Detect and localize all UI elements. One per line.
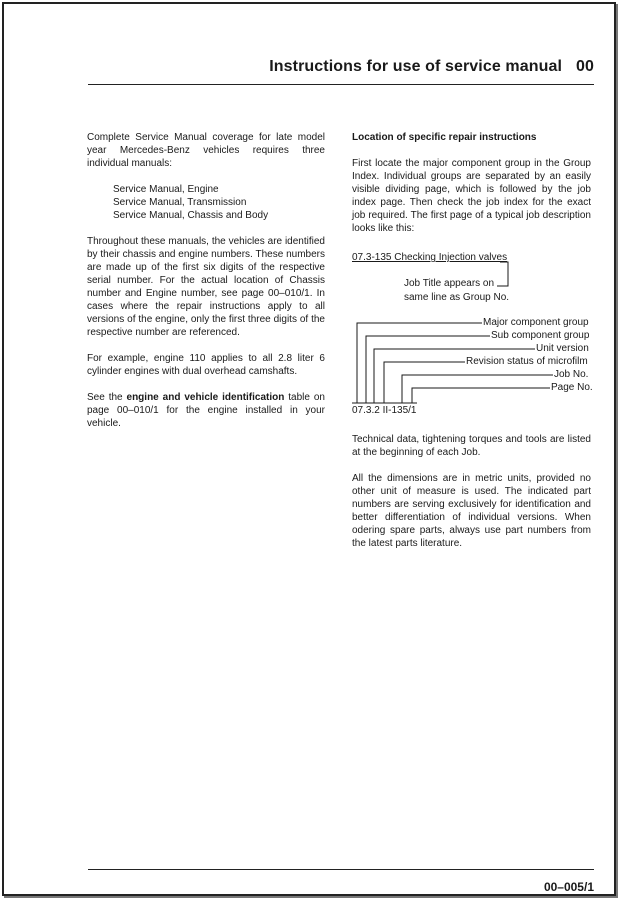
identification-paragraph: Throughout these manuals, the vehicles are identified by their chassis and engine numbers. These numbers are made up of the first six digits of the respective serial number. For the actual location of Chassis number and Engine number, see page 00–010/1. In cases where the repair instructions apply to all versions of the engine, only the first three digits of the respective number are referenced. — [87, 236, 325, 338]
job-title-note: Job Title appears on — [404, 278, 495, 289]
section-number: 00 — [576, 58, 594, 75]
page-number: 00–005/1 — [543, 880, 594, 894]
right-column-lower — [352, 433, 591, 563]
footer-rule — [88, 869, 594, 870]
revision-status-label: Revision status of microfilm — [466, 356, 588, 367]
reference-text: See the — [87, 392, 127, 403]
example-job-title: 07.3-135 Checking Injection valves — [352, 252, 508, 263]
job-title-note: same line as Group No. — [404, 292, 510, 303]
left-column — [87, 131, 325, 443]
job-number-label: Job No. — [554, 369, 589, 380]
header-title: Instructions for use of service manual — [269, 58, 562, 75]
reference-text: table on page 00–010/1 for the engine installed in your vehicle. — [87, 392, 325, 429]
reference-paragraph — [87, 391, 325, 430]
section-heading: Location of specific repair instructions — [352, 132, 537, 143]
example-code: 07.3.2 II-135/1 — [352, 405, 417, 416]
major-group-label: Major component group — [483, 317, 589, 328]
header-rule — [88, 84, 594, 85]
metric-units-paragraph: All the dimensions are in metric units, provided no other unit of measure is used. The indicated part numbers are serving exclusively for identification and better differentiation of individual versions. When odering spare parts, always use part numbers from the latest parts literature. — [352, 473, 591, 549]
page-header — [269, 58, 594, 76]
example-paragraph: For example, engine 110 applies to all 2.8 liter 6 cylinder engines with dual overhead camshafts. — [87, 353, 325, 377]
unit-version-label: Unit version — [536, 343, 589, 354]
manual-item: Service Manual, Chassis and Body — [113, 210, 269, 221]
sub-group-label: Sub component group — [491, 330, 590, 341]
manual-item: Service Manual, Transmission — [113, 197, 247, 208]
locate-paragraph: First locate the major component group in the Group Index. Individual groups are separated by an easily visible dividing page, which is followed by the job index page. Then check the job index for the exact job required. The first page of a typical job description looks like this: — [352, 158, 591, 234]
manual-list — [87, 183, 325, 222]
technical-data-paragraph: Technical data, tightening torques and tools are listed at the beginning of each Job. — [352, 434, 591, 458]
page-number-label: Page No. — [551, 382, 593, 393]
manual-item: Service Manual, Engine — [113, 184, 219, 195]
reference-bold: engine and vehicle identification — [126, 392, 285, 403]
intro-paragraph: Complete Service Manual coverage for late model year Mercedes-Benz vehicles requires three individual manuals: — [87, 132, 325, 169]
right-column — [352, 131, 591, 248]
